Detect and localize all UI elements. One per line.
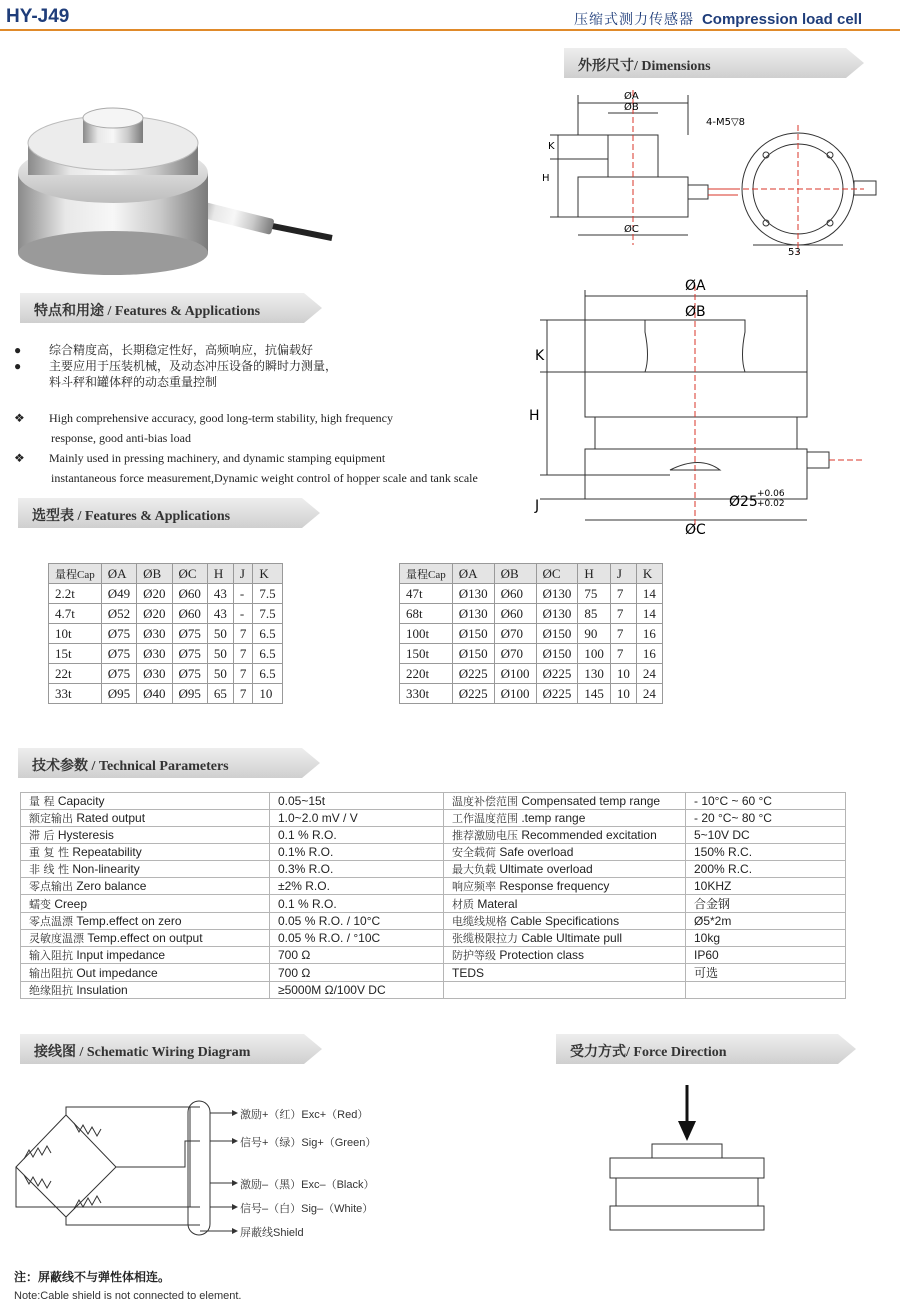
- tech-cell: 0.1 % R.O.: [270, 895, 444, 913]
- tech-table-wrap: [20, 792, 846, 999]
- tech-cell: [444, 913, 686, 930]
- table-row: [49, 664, 283, 684]
- dim-large-K: K: [535, 348, 545, 364]
- bullet-dot: ●: [14, 343, 22, 357]
- table-cell: -: [233, 604, 253, 624]
- dim-large-tol: Ø25: [729, 494, 758, 510]
- table-cell: Ø95: [101, 684, 136, 704]
- param-name-cn: 量 程: [29, 795, 55, 808]
- tech-cell: 200% R.C.: [686, 861, 846, 878]
- table-cell: 7: [233, 684, 253, 704]
- param-name-en: Response frequency: [499, 879, 610, 893]
- tech-cell: [21, 878, 270, 895]
- table-cell: 145: [578, 684, 611, 704]
- table-cell: -: [233, 584, 253, 604]
- title-en: Compression load cell: [701, 11, 862, 28]
- selection-banner: 选型表 / Features & Applications: [18, 498, 320, 528]
- table-row: [49, 584, 283, 604]
- wire-sig-minus: 信号–（白）Sig–（White）: [240, 1203, 374, 1215]
- tech-cell: 150% R.C.: [686, 844, 846, 861]
- param-name-cn: 零点输出: [29, 880, 73, 893]
- tech-cell: 700 Ω: [270, 947, 444, 964]
- table-cell: 7: [610, 584, 636, 604]
- param-name-cn: 最大负载: [452, 863, 496, 876]
- param-name-cn: 蠕变: [29, 897, 51, 911]
- param-name-cn: 灵敏度温漂: [29, 932, 84, 945]
- tech-cell: 10KHZ: [686, 878, 846, 895]
- table-cell: 85: [578, 604, 611, 624]
- table-cell: Ø20: [137, 604, 172, 624]
- dim-label-phiC: ØC: [624, 224, 639, 235]
- tech-cell: [444, 982, 686, 999]
- table-header-row: [400, 564, 663, 584]
- table-cell: Ø60: [494, 604, 536, 624]
- table-cell: 7.5: [253, 584, 282, 604]
- model-table-right: [399, 563, 663, 704]
- table-cell: Ø30: [137, 664, 172, 684]
- tech-cell: [444, 930, 686, 947]
- table-row: [49, 684, 283, 704]
- dim-large-tol-up: +0.06: [757, 489, 785, 499]
- diamond-bullet-icon: ❖: [14, 451, 25, 465]
- feature-en-4: instantaneous force measurement,Dynamic weight control of hopper scale and tank scale: [51, 471, 478, 485]
- table-cell: 47t: [400, 584, 453, 604]
- param-name-cn: 输入阻抗: [29, 949, 73, 962]
- table-cell: 7: [610, 604, 636, 624]
- table-cell: 75: [578, 584, 611, 604]
- column-header: ØA: [452, 564, 494, 584]
- table-cell: 14: [636, 604, 662, 624]
- param-name-cn: 电缆线规格: [452, 915, 507, 928]
- tech-cell: [21, 895, 270, 913]
- tech-cell: [444, 964, 686, 982]
- table-cell: Ø52: [101, 604, 136, 624]
- table-row: [21, 964, 846, 982]
- table-row: [21, 930, 846, 947]
- arrow-down-icon: [678, 1121, 696, 1141]
- table-row: [49, 624, 283, 644]
- table-cell: Ø70: [494, 624, 536, 644]
- dim-large-J: J: [535, 498, 540, 514]
- table-cell: 15t: [49, 644, 102, 664]
- tech-cell: IP60: [686, 947, 846, 964]
- table-cell: Ø150: [536, 624, 578, 644]
- param-name-en: Cable Specifications: [510, 914, 620, 928]
- param-name-en: Creep: [54, 896, 88, 911]
- dim-large-phiA: ØA: [685, 278, 706, 294]
- tech-cell: [444, 861, 686, 878]
- param-name-en: Protection class: [499, 948, 585, 962]
- table-cell: Ø150: [452, 624, 494, 644]
- model-table-left: [48, 563, 283, 704]
- table-cell: 10: [610, 684, 636, 704]
- column-header: ØC: [536, 564, 578, 584]
- param-name-cn: 零点温漂: [29, 915, 73, 928]
- param-name-en: Materal: [477, 896, 518, 911]
- param-name-en: Compensated temp range: [521, 794, 661, 808]
- tech-cell: 0.1 % R.O.: [270, 827, 444, 844]
- table-row: [21, 913, 846, 930]
- table-cell: 7: [233, 664, 253, 684]
- page-title: [574, 9, 862, 29]
- param-name-cn: 响应频率: [452, 880, 496, 893]
- param-name-cn: 绝缘阻抗: [29, 984, 73, 997]
- table-cell: Ø60: [172, 584, 207, 604]
- param-name-en: Recommended excitation: [521, 828, 657, 842]
- tech-cell: [21, 947, 270, 964]
- table-cell: Ø95: [172, 684, 207, 704]
- table-cell: Ø130: [452, 604, 494, 624]
- param-name-en: Out impedance: [76, 965, 158, 980]
- table-cell: Ø225: [536, 684, 578, 704]
- table-cell: Ø75: [172, 664, 207, 684]
- table-cell: 68t: [400, 604, 453, 624]
- table-cell: 7: [610, 644, 636, 664]
- table-cell: 50: [207, 644, 233, 664]
- param-name-en: Temp.effect on output: [87, 931, 203, 945]
- column-header: ØA: [101, 564, 136, 584]
- table-cell: 65: [207, 684, 233, 704]
- dim-large-tol-dn: +0.02: [757, 499, 785, 509]
- param-name-en: Capacity: [57, 794, 105, 808]
- tech-cell: 0.05 % R.O. / 10°C: [270, 913, 444, 930]
- dimension-drawing-large: [525, 270, 900, 545]
- tech-cell: [21, 930, 270, 947]
- table-cell: 4.7t: [49, 604, 102, 624]
- tech-cell: Ø5*2m: [686, 913, 846, 930]
- table-cell: Ø100: [494, 664, 536, 684]
- column-header: ØB: [137, 564, 172, 584]
- param-name-en: .temp range: [521, 811, 586, 825]
- tech-cell: [444, 844, 686, 861]
- table-cell: Ø225: [536, 664, 578, 684]
- table-row: [21, 861, 846, 878]
- table-cell: Ø40: [137, 684, 172, 704]
- table-row: [400, 624, 663, 644]
- bullet-dot: ●: [14, 359, 22, 373]
- table-cell: 330t: [400, 684, 453, 704]
- tech-cell: [21, 793, 270, 810]
- param-name-en: Cable Ultimate pull: [521, 931, 623, 945]
- table-cell: 24: [636, 664, 662, 684]
- note-cn: 注：屏蔽线不与弹性体相连。: [14, 1270, 171, 1284]
- model-code: HY-J49: [6, 6, 70, 27]
- column-header: H: [578, 564, 611, 584]
- tech-cell: 可选: [686, 964, 846, 982]
- column-header: K: [636, 564, 662, 584]
- table-cell: 7.5: [253, 604, 282, 624]
- table-cell: Ø49: [101, 584, 136, 604]
- table-header-row: [49, 564, 283, 584]
- param-name-cn: 非 线 性: [29, 863, 69, 876]
- table-cell: 7: [233, 624, 253, 644]
- table-cell: 10t: [49, 624, 102, 644]
- features-banner: 特点和用途 / Features & Applications: [20, 293, 322, 323]
- param-name-cn: 张缆极限拉力: [452, 932, 518, 945]
- table-cell: 6.5: [253, 644, 282, 664]
- dim-label-phiA: ØA: [624, 91, 639, 102]
- dim-label-phiB: ØB: [624, 102, 639, 113]
- param-name-cn: 材质: [452, 897, 474, 911]
- table-row: [400, 604, 663, 624]
- tech-cell: [444, 827, 686, 844]
- tech-param-table: [20, 792, 846, 999]
- feature-en-1: High comprehensive accuracy, good long-term stability, high frequency: [49, 411, 393, 425]
- table-cell: 150t: [400, 644, 453, 664]
- dimension-drawing-small: [520, 85, 900, 260]
- table-row: [21, 878, 846, 895]
- table-cell: 220t: [400, 664, 453, 684]
- column-header: 量程Cap: [400, 564, 453, 584]
- tech-cell: ±2% R.O.: [270, 878, 444, 895]
- table-cell: Ø75: [172, 624, 207, 644]
- dim-label-H: H: [542, 173, 550, 184]
- table-cell: Ø130: [536, 584, 578, 604]
- param-name-cn: 滞 后: [29, 829, 55, 842]
- table-cell: Ø75: [101, 624, 136, 644]
- table-cell: 43: [207, 584, 233, 604]
- feature-cn-2: 主要应用于压装机械，及动态冲压设备的瞬时力测量，: [49, 359, 338, 373]
- tech-cell: [444, 810, 686, 827]
- technical-banner: 技术参数 / Technical Parameters: [18, 748, 320, 778]
- dim-label-thread: 4-M5▽8: [706, 117, 746, 128]
- param-name-en: Hysteresis: [57, 828, 114, 842]
- tech-cell: - 20 °C~ 80 °C: [686, 810, 846, 827]
- table-cell: Ø130: [536, 604, 578, 624]
- tech-cell: 700 Ω: [270, 964, 444, 982]
- note-en: Note:Cable shield is not connected to element.: [14, 1290, 242, 1302]
- table-row: [21, 827, 846, 844]
- table-row: [21, 793, 846, 810]
- table-cell: 14: [636, 584, 662, 604]
- table-row: [400, 584, 663, 604]
- param-name-en: Rated output: [76, 811, 146, 825]
- table-cell: Ø30: [137, 624, 172, 644]
- column-header: K: [253, 564, 282, 584]
- table-cell: 16: [636, 624, 662, 644]
- table-cell: Ø75: [101, 664, 136, 684]
- tech-cell: [21, 913, 270, 930]
- param-name-cn: 重 复 性: [29, 846, 69, 859]
- table-cell: 100t: [400, 624, 453, 644]
- param-name-en: Temp.effect on zero: [76, 914, 182, 928]
- table-row: [21, 947, 846, 964]
- dim-label-53: 53: [788, 247, 801, 258]
- title-cn: 压缩式测力传感器: [573, 12, 694, 28]
- table-cell: 90: [578, 624, 611, 644]
- tech-cell: [444, 878, 686, 895]
- table-cell: 6.5: [253, 624, 282, 644]
- table-cell: Ø20: [137, 584, 172, 604]
- table-cell: 10: [610, 664, 636, 684]
- table-cell: Ø150: [452, 644, 494, 664]
- tech-cell: [21, 810, 270, 827]
- param-name-en: Safe overload: [499, 845, 574, 859]
- table-cell: 10: [253, 684, 282, 704]
- wiring-banner: 接线图 / Schematic Wiring Diagram: [20, 1034, 322, 1064]
- tech-cell: 0.05 % R.O. / °10C: [270, 930, 444, 947]
- column-header: ØB: [494, 564, 536, 584]
- model-table-right-wrap: [399, 563, 663, 704]
- table-cell: Ø130: [452, 584, 494, 604]
- table-cell: 50: [207, 664, 233, 684]
- table-cell: 50: [207, 624, 233, 644]
- product-photo: [12, 88, 342, 278]
- dim-large-phiB: ØB: [685, 304, 706, 320]
- table-cell: 33t: [49, 684, 102, 704]
- tech-cell: [444, 793, 686, 810]
- table-cell: Ø60: [172, 604, 207, 624]
- tech-cell: [21, 982, 270, 999]
- table-cell: 7: [233, 644, 253, 664]
- tech-cell: - 10°C ~ 60 °C: [686, 793, 846, 810]
- column-header: 量程Cap: [49, 564, 102, 584]
- param-name-cn: 防护等级: [452, 949, 496, 962]
- param-name-cn: 推荐激励电压: [452, 829, 518, 842]
- dim-large-phiC: ØC: [685, 522, 706, 538]
- tech-cell: [444, 895, 686, 913]
- wiring-diagram: [10, 1095, 410, 1245]
- table-cell: Ø30: [137, 644, 172, 664]
- model-table-left-wrap: [48, 563, 283, 704]
- tech-cell: 0.3% R.O.: [270, 861, 444, 878]
- table-cell: Ø150: [536, 644, 578, 664]
- force-direction-diagram: [600, 1085, 780, 1235]
- param-name-cn: 安全载荷: [452, 846, 496, 859]
- param-name-en: Zero balance: [76, 879, 147, 893]
- param-name-en: Repeatability: [72, 845, 142, 859]
- feature-cn-3: 料斗秤和罐体秤的动态重量控制: [49, 375, 218, 389]
- tech-cell: [21, 827, 270, 844]
- tech-cell: [686, 982, 846, 999]
- tech-cell: 1.0~2.0 mV / V: [270, 810, 444, 827]
- table-row: [400, 664, 663, 684]
- param-name-cn: 工作温度范围: [452, 812, 518, 825]
- dim-large-H: H: [529, 408, 540, 424]
- tech-cell: 0.1% R.O.: [270, 844, 444, 861]
- table-cell: 24: [636, 684, 662, 704]
- tech-cell: [444, 947, 686, 964]
- tech-cell: 5~10V DC: [686, 827, 846, 844]
- param-name-cn: 额定输出: [29, 812, 73, 825]
- table-cell: Ø225: [452, 664, 494, 684]
- wire-shield: 屏蔽线Shield: [240, 1227, 304, 1239]
- table-cell: Ø225: [452, 684, 494, 704]
- tech-cell: [21, 861, 270, 878]
- tech-cell: ≥5000M Ω/100V DC: [270, 982, 444, 999]
- dim-label-K: K: [548, 141, 555, 152]
- features-list: [14, 342, 514, 487]
- table-cell: Ø60: [494, 584, 536, 604]
- wire-sig-plus: 信号+（绿）Sig+（Green）: [240, 1137, 377, 1149]
- tech-cell: 0.05~15t: [270, 793, 444, 810]
- wire-exc-minus: 激励–（黑）Exc–（Black）: [240, 1179, 375, 1191]
- param-name-en: Non-linearity: [72, 862, 140, 876]
- table-cell: 100: [578, 644, 611, 664]
- param-name-cn: 输出阻抗: [29, 966, 73, 980]
- table-row: [400, 684, 663, 704]
- table-row: [21, 982, 846, 999]
- column-header: J: [610, 564, 636, 584]
- table-row: [49, 644, 283, 664]
- tech-cell: 10kg: [686, 930, 846, 947]
- table-cell: 43: [207, 604, 233, 624]
- table-row: [400, 644, 663, 664]
- tech-cell: [21, 964, 270, 982]
- param-name-cn: 温度补偿范围: [452, 795, 518, 808]
- table-row: [21, 895, 846, 913]
- tech-cell: 合金钢: [686, 895, 846, 913]
- param-name-en: Insulation: [76, 983, 128, 997]
- table-cell: 22t: [49, 664, 102, 684]
- force-banner: 受力方式/ Force Direction: [556, 1034, 856, 1064]
- param-name-en: Ultimate overload: [499, 862, 593, 876]
- column-header: H: [207, 564, 233, 584]
- param-name-en: TEDS: [452, 965, 485, 980]
- table-cell: 2.2t: [49, 584, 102, 604]
- table-row: [49, 604, 283, 624]
- table-cell: 7: [610, 624, 636, 644]
- column-header: ØC: [172, 564, 207, 584]
- dimensions-banner: 外形尺寸/ Dimensions: [564, 48, 864, 78]
- param-name-en: Input impedance: [76, 948, 166, 962]
- diamond-bullet-icon: ❖: [14, 411, 25, 425]
- table-cell: Ø70: [494, 644, 536, 664]
- tech-cell: [21, 844, 270, 861]
- wire-exc-plus: 激励+（红）Exc+（Red）: [240, 1109, 369, 1121]
- table-cell: Ø75: [172, 644, 207, 664]
- table-cell: 130: [578, 664, 611, 684]
- table-cell: 16: [636, 644, 662, 664]
- feature-cn-1: 综合精度高，长期稳定性好，高频响应，抗偏载好: [49, 343, 314, 357]
- table-cell: Ø75: [101, 644, 136, 664]
- column-header: J: [233, 564, 253, 584]
- header-divider: [0, 29, 900, 31]
- table-cell: Ø100: [494, 684, 536, 704]
- feature-en-3: Mainly used in pressing machinery, and dynamic stamping equipment: [49, 451, 386, 465]
- table-row: [21, 810, 846, 827]
- table-row: [21, 844, 846, 861]
- feature-en-2: response, good anti-bias load: [51, 431, 191, 445]
- table-cell: 6.5: [253, 664, 282, 684]
